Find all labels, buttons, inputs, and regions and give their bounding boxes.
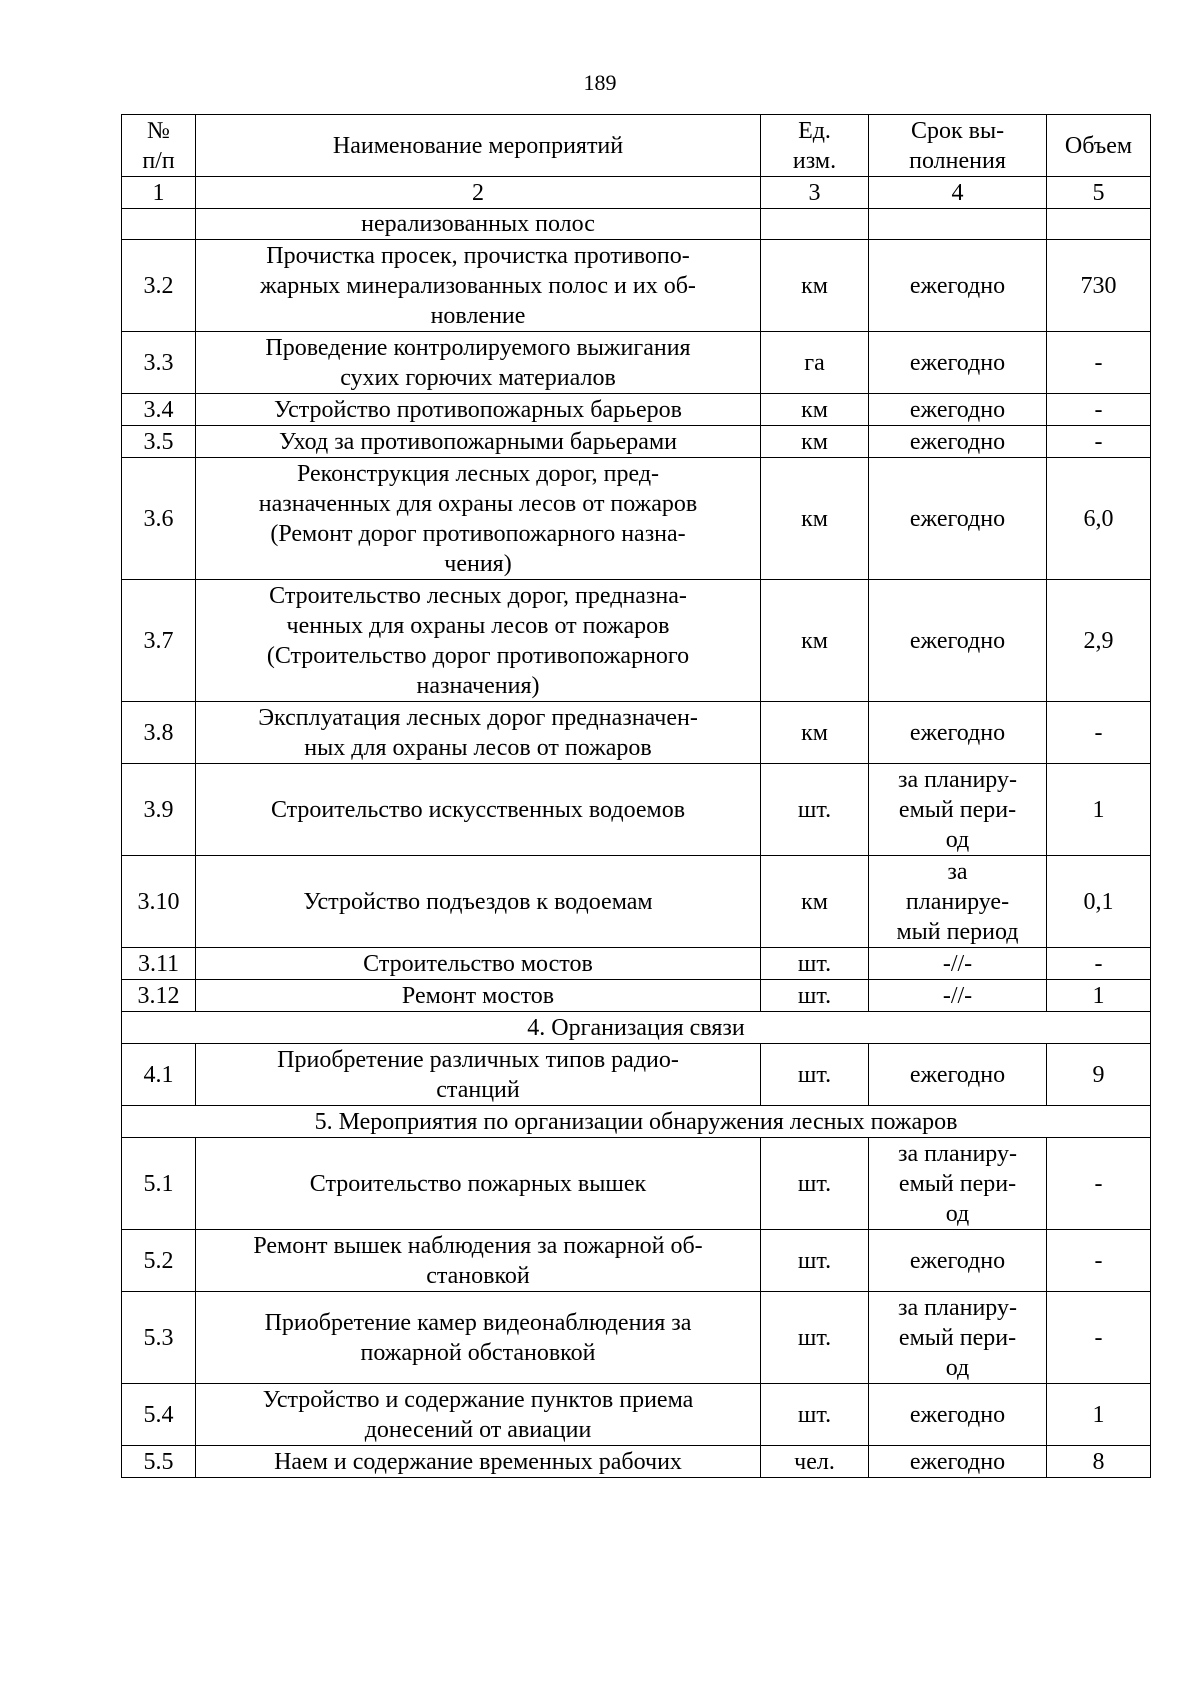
table-row [122,1384,1151,1446]
row-term-cell: ежегодно [869,1044,1047,1106]
row-name-cell: Прочистка просек, прочистка противопо- жарных минерализованных полос и их об- новление [196,240,761,332]
row-term-cell: за планиру- емый пери- од [869,1292,1047,1384]
row-volume-cell [1047,209,1151,240]
row-volume-cell: 9 [1047,1044,1151,1106]
row-unit-cell [761,209,869,240]
row-volume-cell: - [1047,394,1151,426]
row-number-cell: 3.9 [122,764,196,856]
table-row [122,764,1151,856]
row-name-cell: Строительство лесных дорог, предназна- ченных для охраны лесов от пожаров (Строительство дорог противопожарного назначения) [196,580,761,702]
row-number-cell: 3.6 [122,458,196,580]
row-unit-cell: км [761,240,869,332]
table-row [122,702,1151,764]
row-name-cell: Уход за противопожарными барьерами [196,426,761,458]
row-number-cell: 3.2 [122,240,196,332]
row-unit-cell: шт. [761,980,869,1012]
row-unit-cell: км [761,856,869,948]
row-term-cell: ежегодно [869,1446,1047,1478]
header-no: № п/п [122,115,196,177]
row-term-cell: ежегодно [869,1384,1047,1446]
row-number-cell: 3.4 [122,394,196,426]
row-term-cell: за планиру- емый пери- од [869,764,1047,856]
row-volume-cell: 730 [1047,240,1151,332]
row-number-cell: 5.4 [122,1384,196,1446]
row-number-cell: 3.3 [122,332,196,394]
row-unit-cell: шт. [761,764,869,856]
column-number: 5 [1047,177,1151,209]
header-unit: Ед. изм. [761,115,869,177]
row-volume-cell: 8 [1047,1446,1151,1478]
column-number: 1 [122,177,196,209]
row-volume-cell: - [1047,426,1151,458]
row-number-cell: 5.3 [122,1292,196,1384]
row-name-cell: Устройство подъездов к водоемам [196,856,761,948]
row-volume-cell: - [1047,948,1151,980]
row-unit-cell: км [761,394,869,426]
row-volume-cell: 0,1 [1047,856,1151,948]
table-row [122,948,1151,980]
measures-table [121,114,1151,1478]
row-number-cell [122,209,196,240]
table-row [122,856,1151,948]
row-unit-cell: км [761,702,869,764]
row-unit-cell: чел. [761,1446,869,1478]
header-term: Срок вы- полнения [869,115,1047,177]
table-row [122,980,1151,1012]
row-number-cell: 3.7 [122,580,196,702]
section-title: 5. Мероприятия по организации обнаружения лесных пожаров [122,1106,1151,1138]
row-volume-cell: 6,0 [1047,458,1151,580]
row-unit-cell: км [761,458,869,580]
row-term-cell: ежегодно [869,580,1047,702]
section-row-5 [122,1106,1151,1138]
row-volume-cell: 1 [1047,764,1151,856]
header-row [122,115,1151,177]
row-name-cell: Наем и содержание временных рабочих [196,1446,761,1478]
row-unit-cell: шт. [761,948,869,980]
page-number: 189 [583,70,617,95]
row-unit-cell: шт. [761,1292,869,1384]
column-number-row [122,177,1151,209]
row-term-cell: ежегодно [869,426,1047,458]
column-number: 3 [761,177,869,209]
row-term-cell: ежегодно [869,458,1047,580]
row-term-cell: ежегодно [869,240,1047,332]
row-name-cell: Реконструкция лесных дорог, пред- назначенных для охраны лесов от пожаров (Ремонт дорог противопожарного назна- чения) [196,458,761,580]
row-term-cell: за планиру- емый пери- од [869,1138,1047,1230]
row-name-cell: Проведение контролируемого выжигания сухих горючих материалов [196,332,761,394]
table-row [122,580,1151,702]
row-unit-cell: шт. [761,1044,869,1106]
header-volume: Объем [1047,115,1151,177]
row-term-cell: ежегодно [869,1230,1047,1292]
table-row [122,209,1151,240]
table-row [122,394,1151,426]
row-number-cell: 3.8 [122,702,196,764]
row-term-cell [869,209,1047,240]
row-name-cell: Строительство мостов [196,948,761,980]
row-number-cell: 3.11 [122,948,196,980]
section-row-4 [122,1012,1151,1044]
table-row [122,332,1151,394]
row-term-cell: ежегодно [869,394,1047,426]
table-row [122,1138,1151,1230]
row-volume-cell: - [1047,702,1151,764]
row-number-cell: 5.1 [122,1138,196,1230]
row-unit-cell: шт. [761,1230,869,1292]
row-volume-cell: - [1047,1230,1151,1292]
row-volume-cell: 1 [1047,980,1151,1012]
row-volume-cell: - [1047,1138,1151,1230]
row-number-cell: 5.2 [122,1230,196,1292]
header-name: Наименование мероприятий [196,115,761,177]
row-number-cell: 3.5 [122,426,196,458]
row-name-cell: Приобретение камер видеонаблюдения за пожарной обстановкой [196,1292,761,1384]
table-body [122,115,1151,1478]
table-row [122,426,1151,458]
row-name-cell: Ремонт вышек наблюдения за пожарной об- становкой [196,1230,761,1292]
row-name-cell: Строительство пожарных вышек [196,1138,761,1230]
row-volume-cell: - [1047,332,1151,394]
table-row [122,1230,1151,1292]
row-name-cell: Устройство и содержание пунктов приема донесений от авиации [196,1384,761,1446]
table-row [122,1044,1151,1106]
row-term-cell: -//- [869,980,1047,1012]
row-unit-cell: шт. [761,1138,869,1230]
row-volume-cell: - [1047,1292,1151,1384]
row-volume-cell: 1 [1047,1384,1151,1446]
row-name-cell: Ремонт мостов [196,980,761,1012]
row-name-cell: нерализованных полос [196,209,761,240]
table-row [122,1446,1151,1478]
row-term-cell: за планируе- мый период [869,856,1047,948]
row-number-cell: 3.12 [122,980,196,1012]
row-unit-cell: шт. [761,1384,869,1446]
table-row [122,458,1151,580]
row-volume-cell: 2,9 [1047,580,1151,702]
row-name-cell: Эксплуатация лесных дорог предназначен- ных для охраны лесов от пожаров [196,702,761,764]
row-name-cell: Приобретение различных типов радио- станций [196,1044,761,1106]
row-term-cell: -//- [869,948,1047,980]
row-number-cell: 4.1 [122,1044,196,1106]
table-row [122,1292,1151,1384]
row-name-cell: Строительство искусственных водоемов [196,764,761,856]
table-row [122,240,1151,332]
row-number-cell: 3.10 [122,856,196,948]
row-term-cell: ежегодно [869,702,1047,764]
row-name-cell: Устройство противопожарных барьеров [196,394,761,426]
row-number-cell: 5.5 [122,1446,196,1478]
row-unit-cell: км [761,426,869,458]
row-unit-cell: км [761,580,869,702]
column-number: 4 [869,177,1047,209]
row-term-cell: ежегодно [869,332,1047,394]
column-number: 2 [196,177,761,209]
section-title: 4. Организация связи [122,1012,1151,1044]
row-unit-cell: га [761,332,869,394]
